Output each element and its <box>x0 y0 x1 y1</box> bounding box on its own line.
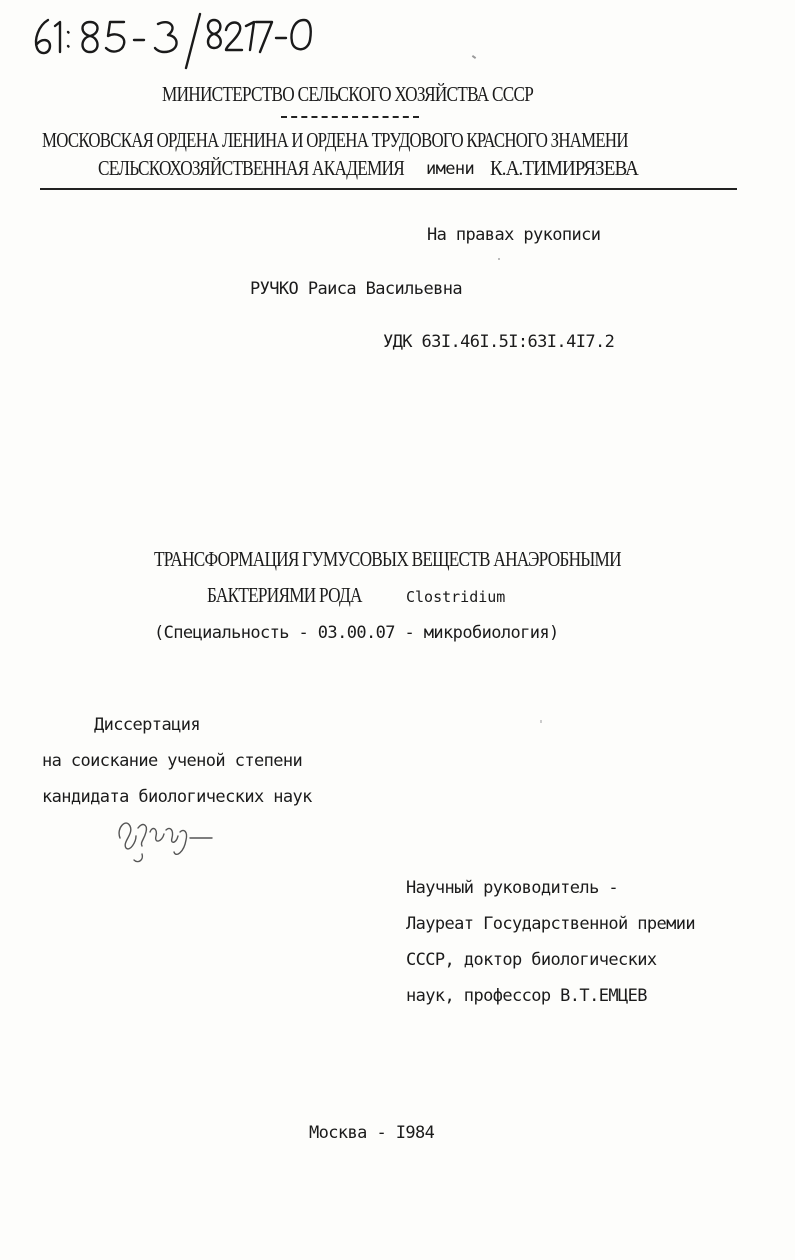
city-year: Москва - I984 <box>309 1123 435 1143</box>
specialty-line: (Специальность - 03.00.07 - микробиология) <box>154 623 559 643</box>
header-divider <box>40 188 737 190</box>
udc-label: УДК <box>383 332 412 352</box>
scan-speck <box>540 720 542 723</box>
dissertation-field-line: кандидата биологических наук <box>42 787 312 807</box>
author-name <box>250 278 462 300</box>
genus-name: Clostridium <box>406 588 506 606</box>
dissertation-degree-line: на соискание ученой степени <box>42 751 303 771</box>
scan-speck <box>472 55 476 59</box>
scan-speck <box>498 258 500 260</box>
handwritten-archive-mark <box>28 8 328 70</box>
academy-name-lower: имени <box>426 159 475 179</box>
author-surname: РУЧКО <box>250 279 299 299</box>
supervisor-degree: СССР, доктор биологических <box>406 950 657 970</box>
supervisor-label: Научный руководитель - <box>406 878 618 898</box>
supervisor-award: Лауреат Государственной премии <box>406 914 696 934</box>
handwritten-signature <box>112 808 224 868</box>
thesis-title-line2 <box>207 583 506 608</box>
academy-name-caps: СЕЛЬСКОХОЗЯЙСТВЕННАЯ АКАДЕМИЯ <box>98 156 405 180</box>
udc-number: 63I.46I.5I:63I.4I7.2 <box>421 332 615 352</box>
ministry-heading: МИНИСТЕРСТВО СЕЛЬСКОГО ХОЗЯЙСТВА СССР <box>162 82 534 106</box>
academy-heading-line2 <box>98 156 639 181</box>
supervisor-name: наук, профессор В.Т.ЕМЦЕВ <box>406 986 647 1006</box>
dissertation-label: Диссертация <box>94 715 200 735</box>
thesis-title-line1: ТРАНСФОРМАЦИЯ ГУМУСОВЫХ ВЕЩЕСТВ АНАЭРОБНЫМИ <box>154 547 621 571</box>
thesis-title-caps: БАКТЕРИЯМИ РОДА <box>207 583 362 607</box>
academy-named-after: К.А.ТИМИРЯЗЕВА <box>490 156 639 180</box>
udc-code <box>383 331 614 353</box>
ministry-underline <box>281 116 419 118</box>
academy-heading-line1: МОСКОВСКАЯ ОРДЕНА ЛЕНИНА И ОРДЕНА ТРУДОВОГО КРАСНОГО ЗНАМЕНИ <box>42 128 628 152</box>
author-given-names: Раиса Васильевна <box>307 279 462 299</box>
manuscript-rights-note: На правах рукописи <box>427 225 601 245</box>
